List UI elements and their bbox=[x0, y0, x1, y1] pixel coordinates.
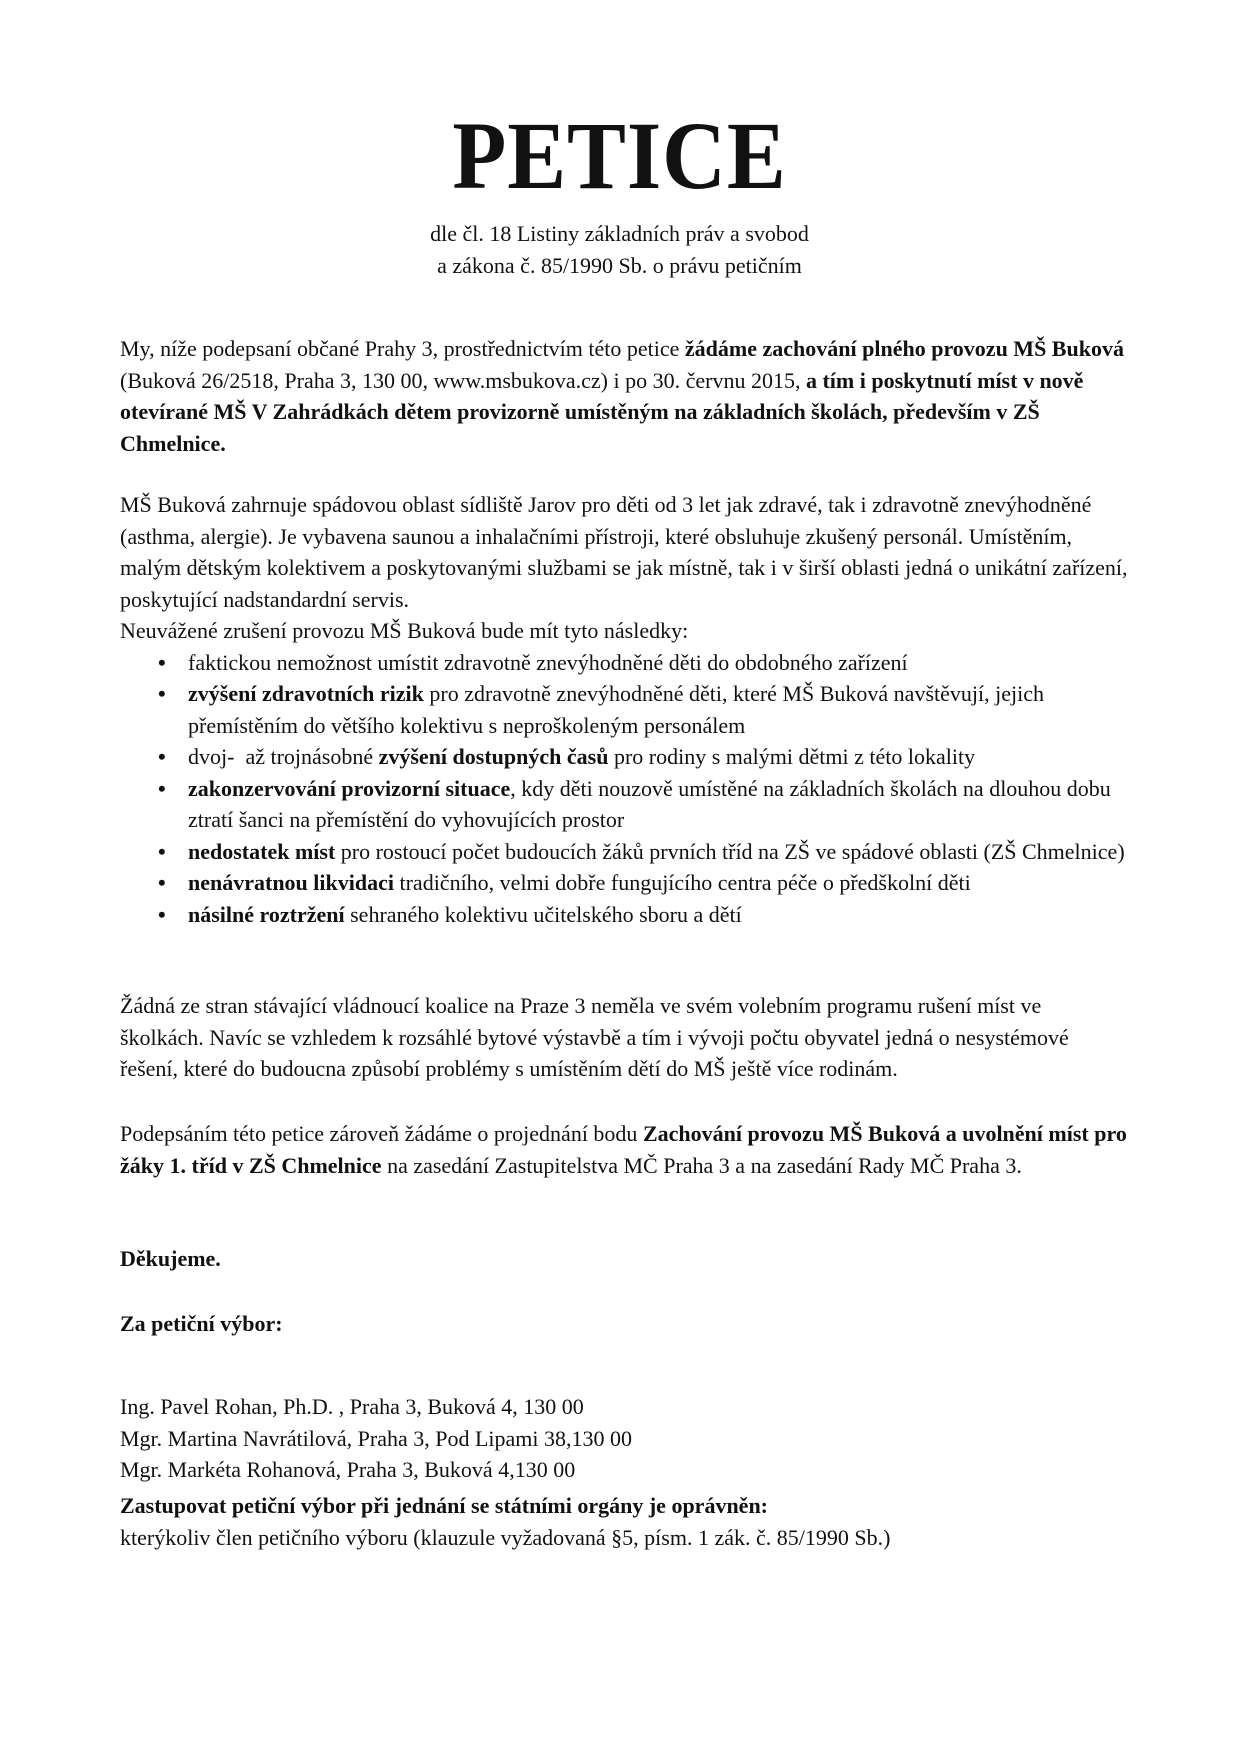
intro-text-2: (Buková 26/2518, Praha 3, 130 00, www.msbukova.cz) i po 30. červnu 2015, bbox=[120, 367, 806, 393]
bullet-icon: • bbox=[158, 901, 166, 927]
item-text: pro rodiny s malými dětmi z této lokality bbox=[608, 744, 976, 769]
intro-paragraph bbox=[120, 333, 1130, 459]
committee-member: Mgr. Markéta Rohanová, Praha 3, Buková 4,130 00 bbox=[120, 1457, 576, 1482]
request-text-1: Podepsáním této petice zároveň žádáme o projednání bodu bbox=[120, 1121, 643, 1146]
list-item bbox=[120, 773, 1130, 836]
item-text: tradičního, velmi dobře fungujícího centra péče o předškolní děti bbox=[393, 870, 971, 895]
item-text: , kdy děti nouzově umístěné na základních školách na dlouhou dobu ztratí šanci na přemístění do vyhovujících prostor bbox=[188, 775, 1111, 832]
request-paragraph bbox=[120, 1118, 1130, 1181]
consequences-intro: Neuvážené zrušení provozu MŠ Buková bude mít tyto následky: bbox=[120, 618, 689, 643]
item-bold: nedostatek míst bbox=[188, 838, 336, 864]
description-section bbox=[120, 489, 1130, 930]
bullet-icon: • bbox=[158, 681, 166, 706]
description-paragraph: MŠ Buková zahrnuje spádovou oblast sídliště Jarov pro děti od 3 let jak zdravé, tak i zdravotně znevýhodněné (asthma, alergie). Je vybavena saunou a inhalačními přístroji, které obsluhuje zkušený personál. Umístěním, malým dětským kolektivem a poskytovanými službami se jak místně, tak i v širší oblasti jedná o unikátní zařízení, poskytující nadstandardní servis. bbox=[120, 492, 1128, 612]
item-text: sehraného kolektivu učitelského sboru a dětí bbox=[344, 901, 742, 927]
item-bold: zvýšení zdravotních rizik bbox=[188, 681, 424, 706]
item-bold: zvýšení dostupných časů bbox=[378, 744, 609, 769]
subtitle-line-2: a zákona č. 85/1990 Sb. o právu petičním bbox=[437, 253, 802, 278]
bullet-icon: • bbox=[158, 649, 166, 675]
representation-section bbox=[120, 1490, 1130, 1553]
list-item bbox=[120, 678, 1130, 741]
consequences-list bbox=[120, 647, 1130, 931]
list-item bbox=[120, 741, 1130, 773]
list-item bbox=[120, 899, 1130, 931]
document-title: PETICE bbox=[452, 102, 787, 209]
coalition-paragraph: Žádná ze stran stávající vládnoucí koalice na Praze 3 neměla ve svém volebním programu rušení míst ve školkách. Navíc se vzhledem k rozsáhlé bytové výstavbě a tím i vývoji počtu obyvatel jedná o nesystémové řešení, které do budoucna způsobí problémy s umístěním dětí do MŠ ještě více rodinám. bbox=[120, 993, 1069, 1081]
item-bold: nenávratnou likvidaci bbox=[188, 870, 394, 895]
representation-label: Zastupovat petiční výbor při jednání se státními orgány je oprávněn: bbox=[120, 1493, 769, 1518]
list-item bbox=[120, 836, 1130, 868]
committee-heading: Za petiční výbor: bbox=[120, 1311, 283, 1336]
item-bold: násilné roztržení bbox=[188, 901, 345, 927]
document-subtitle bbox=[0, 218, 1239, 282]
bullet-icon: • bbox=[158, 838, 166, 864]
intro-bold-2: a tím i poskytnutí míst v nově otevírané MŠ V Zahrádkách dětem provizorně umístěným na základních školách, především v ZŠ Chmelnice. bbox=[120, 367, 1084, 456]
item-bold: zakonzervování provizorní situace bbox=[188, 775, 511, 801]
committee-members bbox=[120, 1391, 1130, 1486]
list-item bbox=[120, 867, 1130, 899]
item-text: pro rostoucí počet budoucích žáků prvních tříd na ZŠ ve spádové oblasti (ZŠ Chmelnice) bbox=[335, 838, 1125, 864]
bullet-icon: • bbox=[158, 775, 166, 801]
item-text: faktickou nemožnost umístit zdravotně znevýhodněné děti do obdobného zařízení bbox=[188, 649, 908, 675]
bullet-icon: • bbox=[158, 744, 166, 769]
request-bold: Zachování provozu MŠ Buková a uvolnění míst pro žáky 1. tříd v ZŠ Chmelnice bbox=[120, 1121, 1127, 1178]
intro-bold-1: žádáme zachování plného provozu MŠ Buková bbox=[684, 336, 1124, 361]
intro-text-1: My, níže podepsaní občané Prahy 3, prostřednictvím této petice bbox=[120, 336, 685, 361]
list-item bbox=[120, 647, 1130, 679]
item-text: pro zdravotně znevýhodněné děti, které MŠ Buková navštěvují, jejich přemístěním do většího kolektivu s neproškoleným personálem bbox=[188, 681, 1044, 738]
bullet-icon: • bbox=[158, 870, 166, 895]
item-text-pre: dvoj- až trojnásobné bbox=[188, 744, 379, 769]
request-text-2: na zasedání Zastupitelstva MČ Praha 3 a na zasedání Rady MČ Praha 3. bbox=[381, 1152, 1022, 1178]
committee-member: Ing. Pavel Rohan, Ph.D. , Praha 3, Buková 4, 130 00 bbox=[120, 1394, 584, 1419]
thanks-line: Děkujeme. bbox=[120, 1246, 221, 1271]
subtitle-line-1: dle čl. 18 Listiny základních práv a svobod bbox=[430, 221, 809, 246]
representation-text: kterýkoliv člen petičního výboru (klauzule vyžadovaná §5, písm. 1 zák. č. 85/1990 Sb.) bbox=[120, 1524, 891, 1550]
committee-member: Mgr. Martina Navrátilová, Praha 3, Pod Lipami 38,130 00 bbox=[120, 1425, 633, 1451]
